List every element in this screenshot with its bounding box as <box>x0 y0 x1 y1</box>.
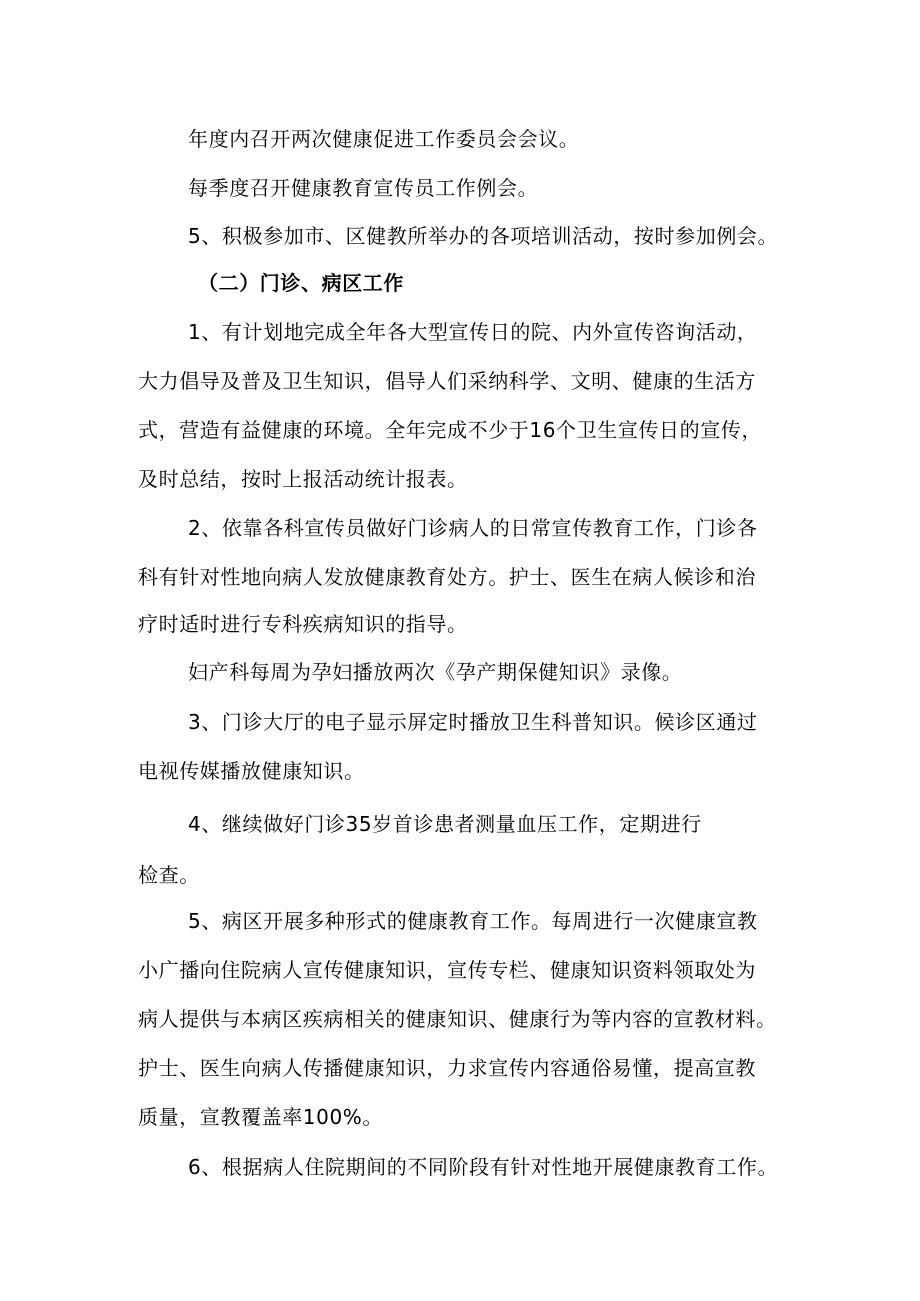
paragraph-line: 大力倡导及普及卫生知识，倡导人们采纳科学、文明、健康的生活方 <box>138 369 756 393</box>
paragraph-line: 4、继续做好门诊35岁首诊患者测量血压工作，定期进行 <box>188 812 702 836</box>
paragraph-line: 护士、医生向病人传播健康知识，力求宣传内容通俗易懂，提高宣教 <box>138 1056 756 1080</box>
paragraph-line: 每季度召开健康教育宣传员工作例会。 <box>188 176 539 200</box>
paragraph-line: 检查。 <box>138 863 200 887</box>
paragraph-line: 病人提供与本病区疾病相关的健康知识、健康行为等内容的宣教材料。 <box>138 1007 777 1031</box>
paragraph-line: 5、积极参加市、区健教所举办的各项培训活动，按时参加例会。 <box>188 224 779 248</box>
paragraph-line: 3、门诊大厅的电子显示屏定时播放卫生科普知识。候诊区通过 <box>188 710 758 734</box>
paragraph-line: 式，营造有益健康的环境。全年完成不少于16个卫生宣传日的宣传， <box>138 418 763 442</box>
paragraph-line: 2、依靠各科宣传员做好门诊病人的日常宣传教育工作，门诊各 <box>188 516 758 540</box>
paragraph-line: 质量，宣教覆盖率100%。 <box>138 1105 383 1129</box>
paragraph-line: 及时总结，按时上报活动统计报表。 <box>138 467 468 491</box>
paragraph-line: 小广播向住院病人宣传健康知识，宣传专栏、健康知识资料领取处为 <box>138 958 756 982</box>
paragraph-line: 6、根据病人住院期间的不同阶段有针对性地开展健康教育工作。 <box>188 1155 779 1179</box>
paragraph-line: 年度内召开两次健康促进工作委员会会议。 <box>188 127 580 151</box>
paragraph-line: 妇产科每周为孕妇播放两次《孕产期保健知识》录像。 <box>188 660 683 684</box>
paragraph-line: 科有针对性地向病人发放健康教育处方。护士、医生在病人候诊和治 <box>138 565 756 589</box>
paragraph-line: 5、病区开展多种形式的健康教育工作。每周进行一次健康宣教 <box>188 909 758 933</box>
paragraph-line: 1、有计划地完成全年各大型宣传日的院、内外宣传咨询活动， <box>188 320 758 344</box>
paragraph-line: 电视传媒播放健康知识。 <box>138 759 365 783</box>
paragraph-line: 疗时适时进行专科疾病知识的指导。 <box>138 612 468 636</box>
section-heading: （二）门诊、病区工作 <box>198 271 404 295</box>
